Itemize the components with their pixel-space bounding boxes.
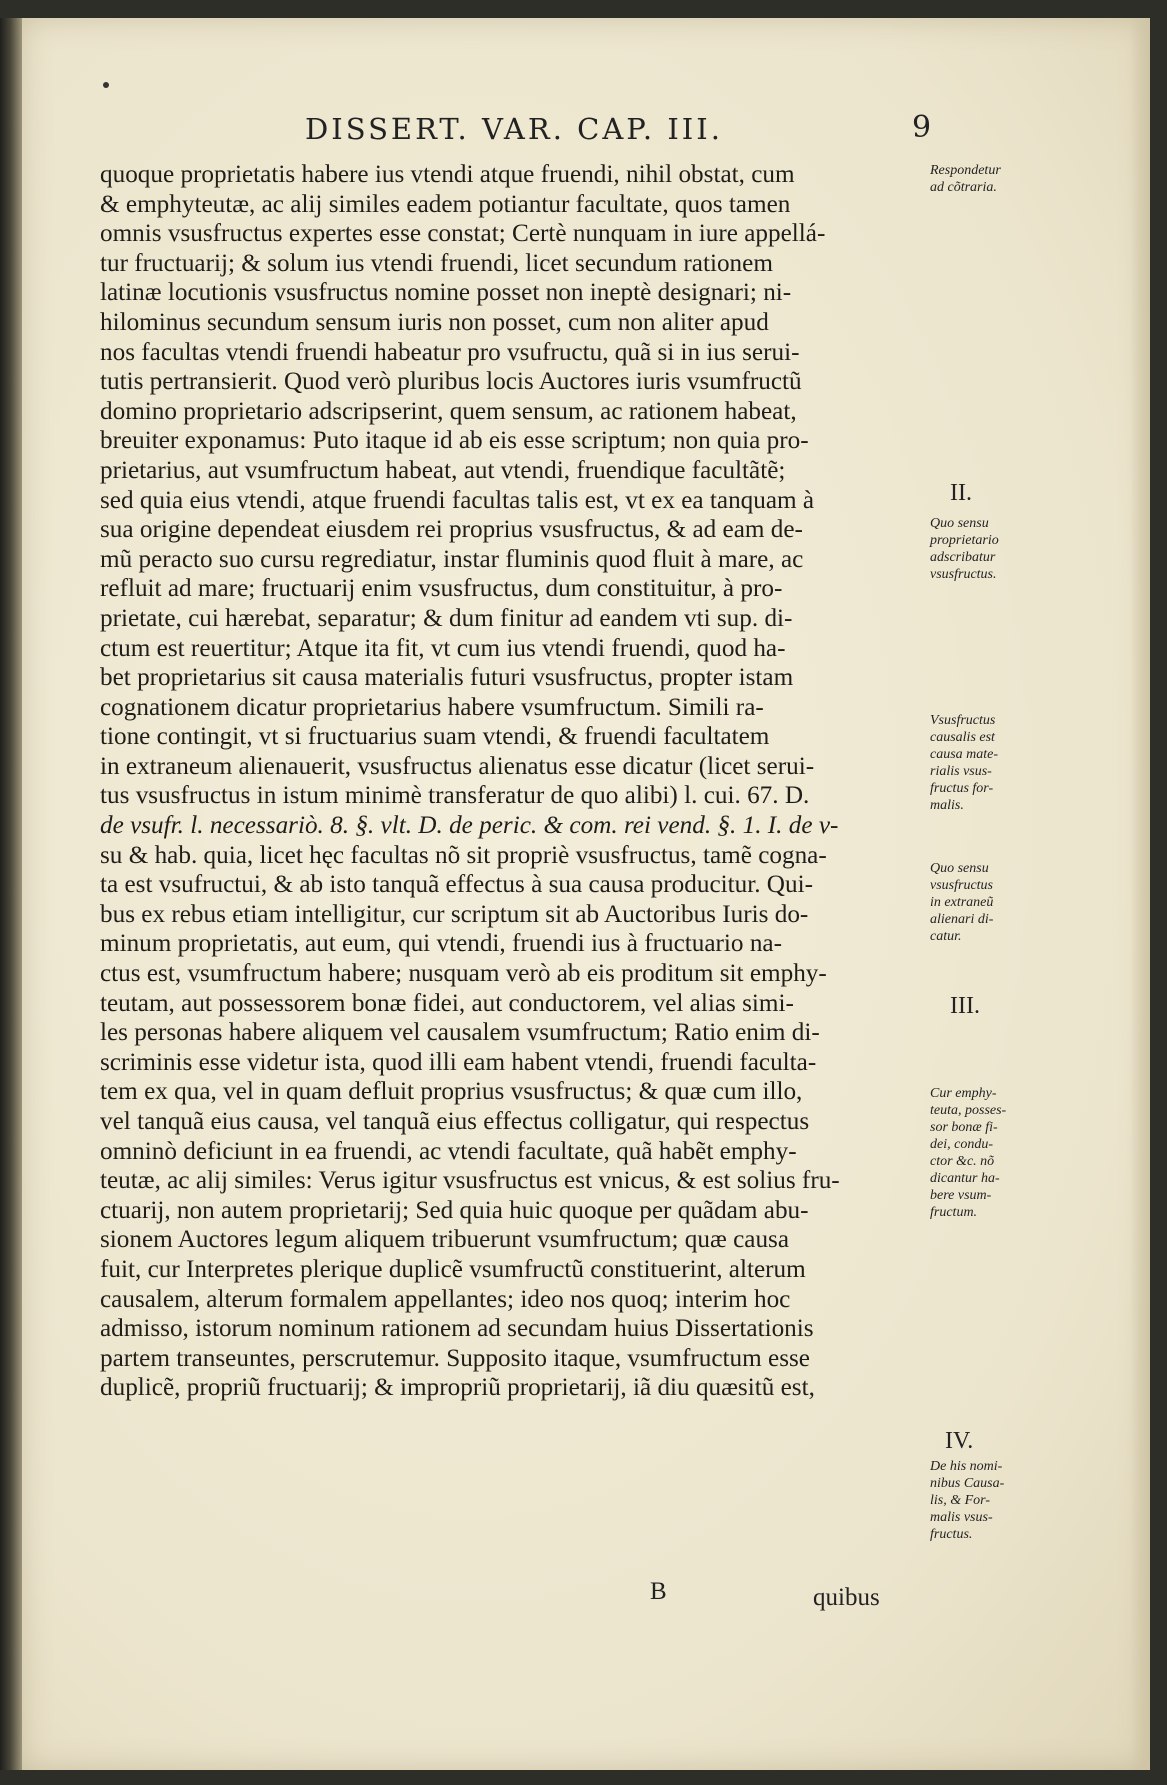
margin-note: Respondetur ad cõtraria. — [930, 163, 1001, 195]
section-numeral: IV. — [945, 1428, 974, 1454]
text-line: sionem Auctores legum aliquem tribuerunt vsumfructum; quæ causa — [100, 1226, 790, 1254]
margin-note: De his nomi- nibus Causa- lis, & For- malis vsus- fructus. — [930, 1459, 1005, 1542]
text-line: su & hab. quia, licet hęc facultas nõ sit propriè vsusfructus, tamẽ cogna- — [100, 841, 827, 869]
running-head: DISSERT. VAR. CAP. III. — [305, 112, 723, 146]
margin-note: Cur emphy- teuta, posses- sor bonæ fi- dei, condu- ctor &c. nõ dicantur ha- bere vsum- fructum. — [930, 1086, 1007, 1220]
page-number: 9 — [912, 110, 932, 145]
text-line: prietarius, aut vsumfructum habeat, aut vtendi, fruendique facultãtẽ; — [100, 456, 786, 484]
text-line: sed quia eius vtendi, atque fruendi facultas talis est, vt ex ea tanquam à — [100, 486, 815, 514]
text-line: sua origine dependeat eiusdem rei proprius vsusfructus, & ad eam de- — [100, 516, 803, 544]
text-line: ctus est, vsumfructum habere; nusquam verò ab eis proditum sit emphy- — [100, 960, 827, 988]
text-line: omninò deficiunt in ea fruendi, ac vtendi facultate, quã habẽt emphy- — [100, 1137, 797, 1165]
page-edge — [1130, 18, 1150, 1770]
catchword: quibus — [813, 1584, 880, 1611]
text-line: hilominus secundum sensum iuris non posset, cum non aliter apud — [100, 308, 769, 336]
text-line: duplicẽ, propriũ fructuarij; & impropriũ proprietarij, iã diu quæsitũ est, — [100, 1374, 815, 1402]
text-line: fuit, cur Interpretes plerique duplicẽ vsumfructũ constituerint, alterum — [100, 1255, 806, 1283]
margin-note: Vsusfructus causalis est causa mate- rialis vsus- fructus for- malis. — [930, 713, 999, 813]
text-line: scriminis esse videtur ista, quod illi eam habent vtendi, fruendi faculta- — [100, 1048, 817, 1076]
text-line: vel tanquã eius causa, vel tanquã eius effectus colligatur, qui respectus — [100, 1108, 810, 1135]
text-line: nos facultas vtendi fruendi habeatur pro vsufructu, quã si in ius serui- — [100, 338, 800, 366]
section-numeral: II. — [950, 480, 972, 506]
text-line: cognationem dicatur proprietarius habere vsumfructum. Simili ra- — [100, 693, 764, 721]
text-line: mũ peracto suo cursu regrediatur, instar fluminis quod fluit à mare, ac — [100, 545, 804, 573]
text-line: tione contingit, vt si fructuarius suam vtendi, & fruendi facultatem — [100, 723, 770, 751]
text-line: causalem, alterum formalem appellantes; ideo nos quoq; interim hoc — [100, 1285, 791, 1313]
text-line: domino proprietario adscripserint, quem sensum, ac rationem habeat, — [100, 397, 797, 425]
signature-mark: B — [650, 1578, 667, 1605]
text-line: tus vsusfructus in istum minimè transferatur de quo alibi) l. cui. 67. D. — [100, 782, 810, 810]
text-line: bet proprietarius sit causa materialis futuri vsusfructus, propter istam — [100, 664, 794, 692]
text-line: prietate, cui hærebat, separatur; & dum finitur ad eandem vti sup. di- — [100, 604, 793, 632]
text-line: ctuarij, non autem proprietarij; Sed quia huic quoque per quãdam abu- — [100, 1196, 809, 1224]
text-line: tutis pertransierit. Quod verò pluribus locis Auctores iuris vsumfructũ — [100, 368, 802, 396]
text-line: les personas habere aliquem vel causalem vsumfructum; Ratio enim di- — [100, 1019, 820, 1047]
section-numeral: III. — [950, 993, 980, 1019]
text-line: & emphyteutæ, ac alij similes eadem potiantur facultate, quos tamen — [100, 190, 791, 218]
text-line: tem ex qua, vel in quam defluit proprius vsusfructus; & quæ cum illo, — [100, 1078, 803, 1106]
margin-note: Quo sensu proprietario adscribatur vsusfructus. — [930, 516, 999, 582]
text-line: ta est vsufructui, & ab isto tanquã effectus à sua causa producitur. Qui- — [100, 871, 813, 899]
text-line: tur fructuarij; & solum ius vtendi fruendi, licet secundum rationem — [100, 249, 773, 277]
text-line: admisso, istorum nominum rationem ad secundam huius Dissertationis — [100, 1315, 814, 1343]
ink-dot — [103, 82, 109, 88]
text-line-citation: de vsufr. l. necessariò. 8. §. vlt. D. de peric. & com. rei vend. §. 1. I. de v- — [100, 812, 839, 840]
text-line: minum proprietatis, aut eum, qui vtendi, fruendi ius à fructuario na- — [100, 930, 782, 958]
text-line: partem transeuntes, perscrutemur. Supposito itaque, vsumfructum esse — [100, 1344, 810, 1372]
text-line: in extraneum alienauerit, vsusfructus alienatus esse dicatur (licet serui- — [100, 752, 815, 780]
margin-note: Quo sensu vsusfructus in extraneũ alienari di- catur. — [930, 861, 994, 944]
text-line: breuiter exponamus: Puto itaque id ab eis esse scriptum; non quia pro- — [100, 427, 809, 455]
text-line: quoque proprietatis habere ius vtendi atque fruendi, nihil obstat, cum — [100, 161, 795, 188]
text-line: teutam, aut possessorem bonæ fidei, aut conductorem, vel alias simi- — [100, 989, 794, 1017]
text-line: omnis vsusfructus expertes esse constat; Certè nunquam in iure appellá- — [100, 220, 826, 248]
text-line: latinæ locutionis vsusfructus nomine posset non ineptè designari; ni- — [100, 279, 792, 307]
text-line: ctum est reuertitur; Atque ita fit, vt cum ius vtendi fruendi, quod ha- — [100, 634, 786, 662]
body-text — [100, 160, 930, 1403]
text-line: refluit ad mare; fructuarij enim vsusfructus, dum constituitur, à pro- — [100, 575, 783, 603]
text-line: teutæ, ac alij similes: Verus igitur vsusfructus est vnicus, & est solius fru- — [100, 1167, 840, 1195]
text-line: bus ex rebus etiam intelligitur, cur scriptum sit ab Auctoribus Iuris do- — [100, 900, 809, 928]
